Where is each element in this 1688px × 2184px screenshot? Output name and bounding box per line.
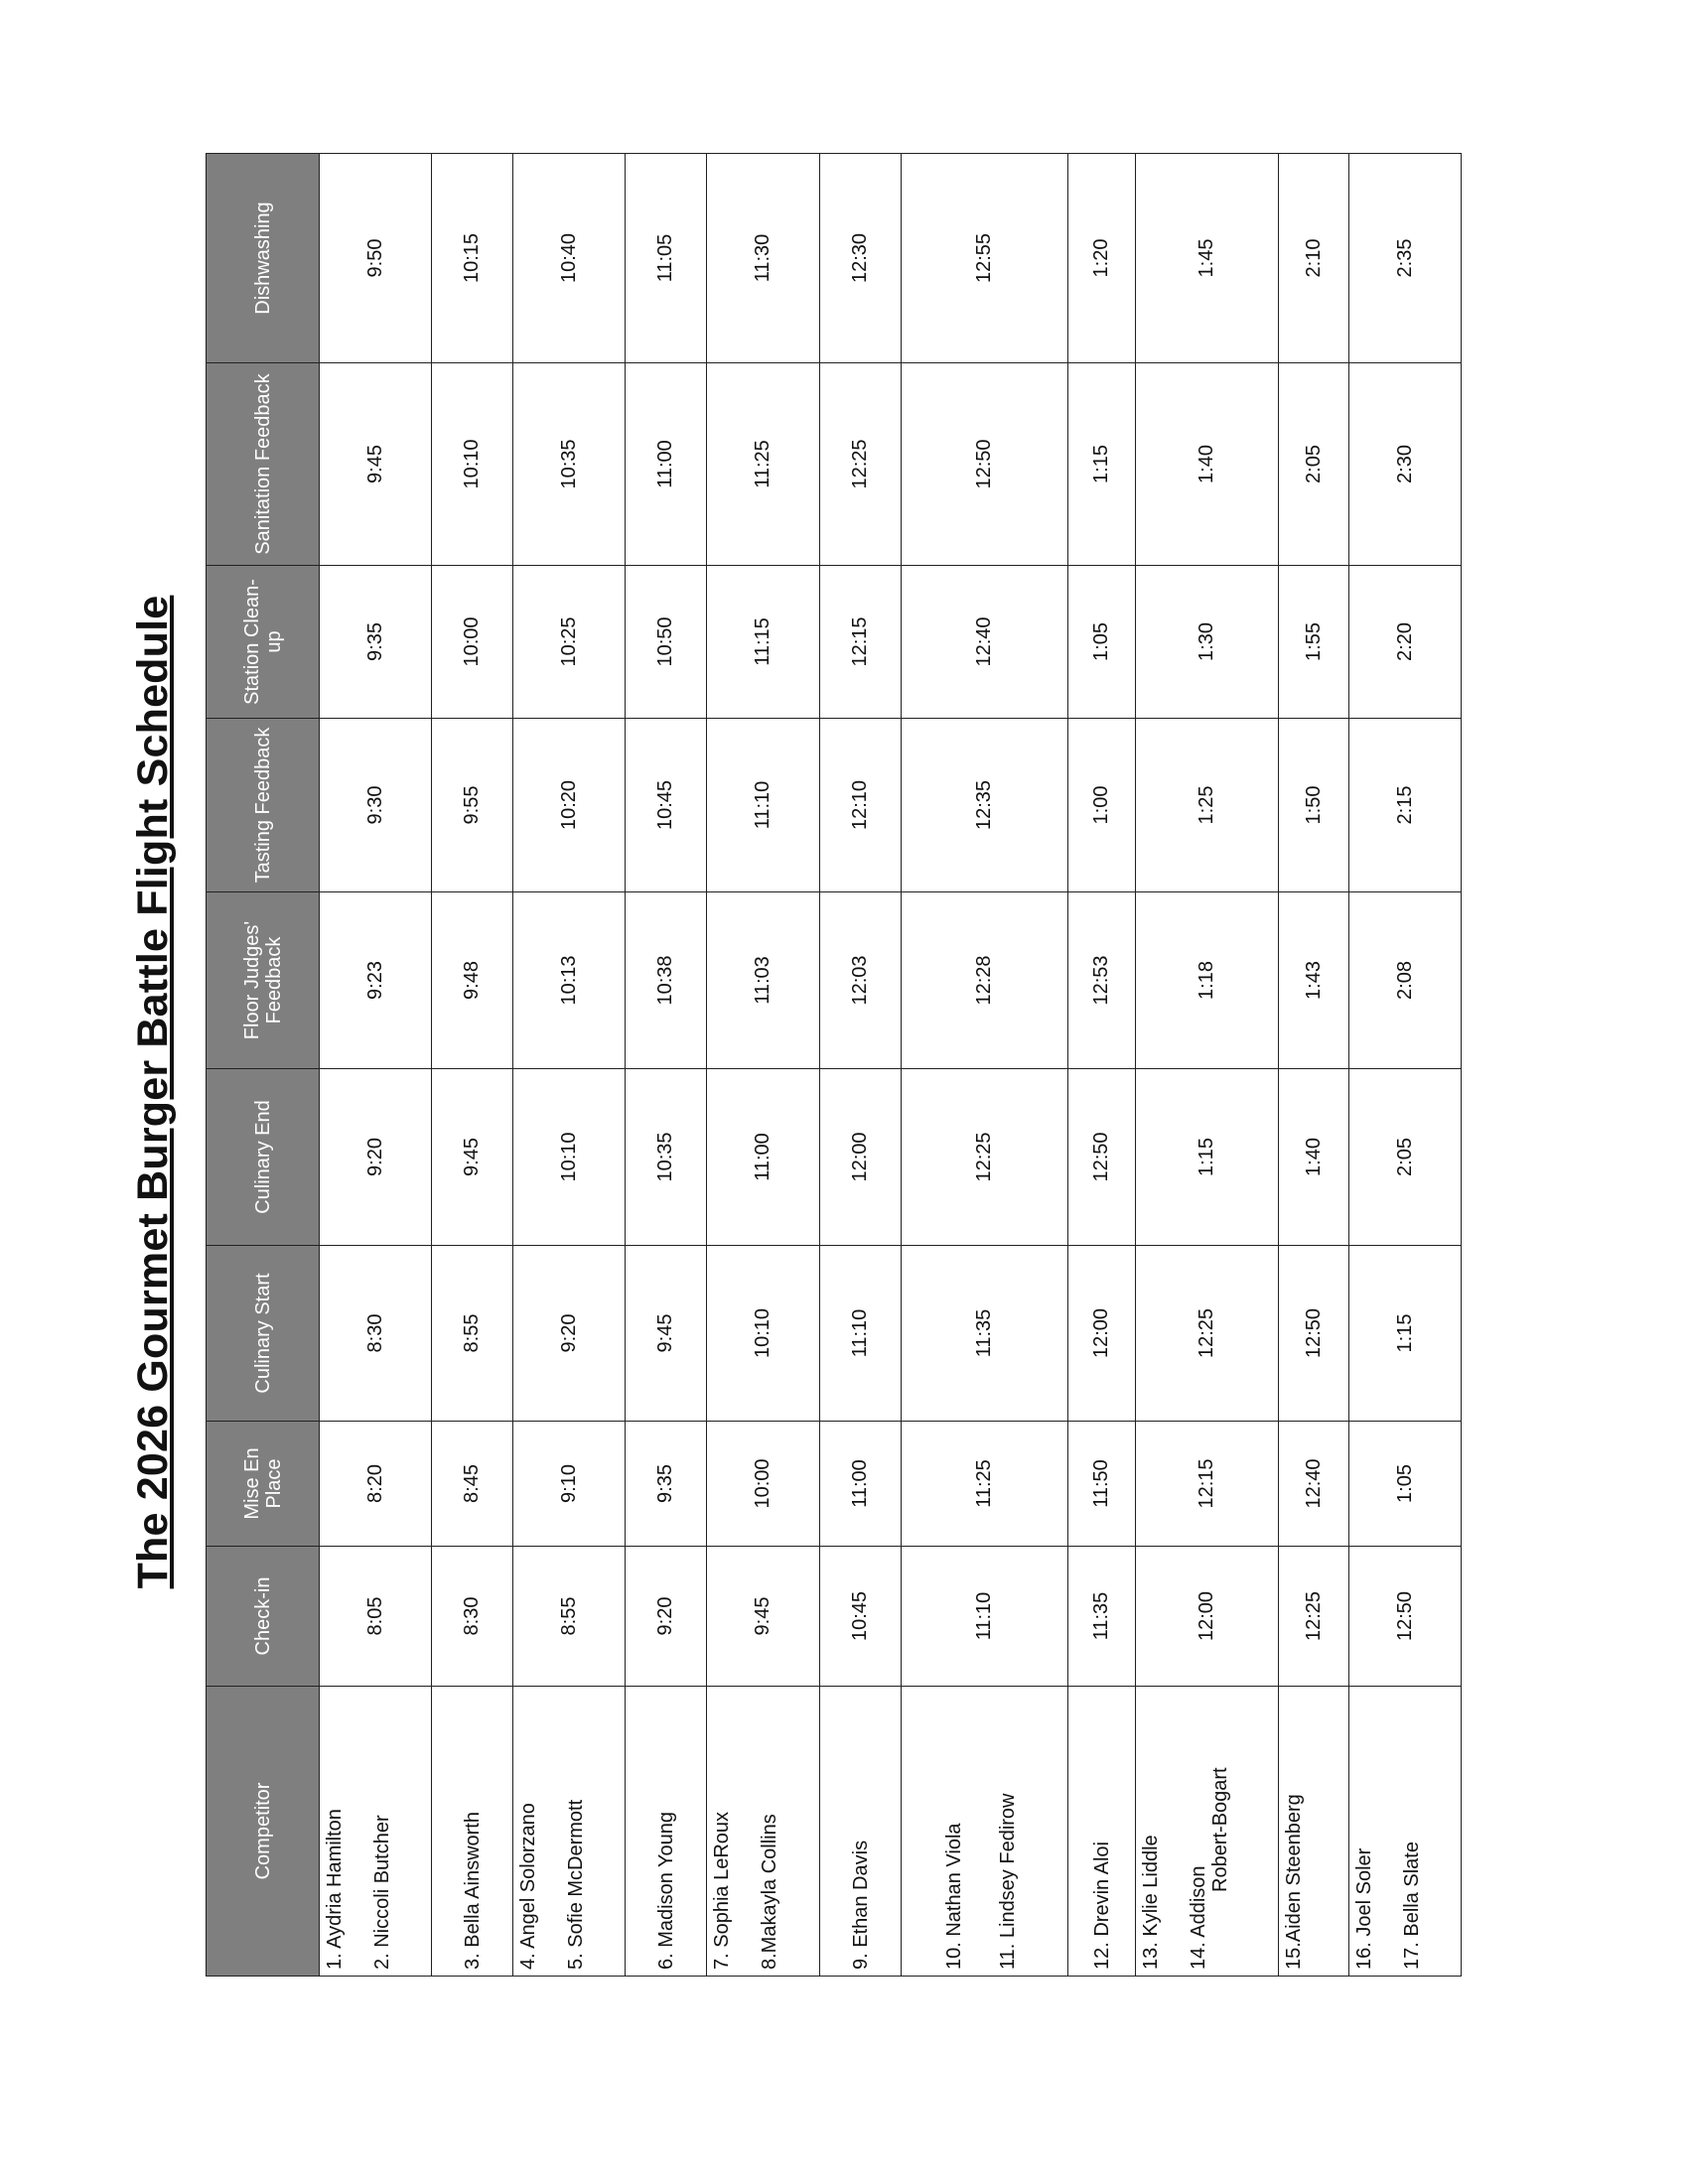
station-clean-up-time: 9:35: [320, 566, 432, 719]
sanitation-feedback-time: 11:25: [707, 363, 820, 566]
dishwashing-time: 11:05: [626, 154, 707, 363]
station-clean-up-time: 11:15: [707, 566, 820, 719]
station-clean-up-time: 12:40: [902, 566, 1068, 719]
floor-judges-feedback-time: 10:38: [626, 892, 707, 1069]
check-in-time: 12:50: [1349, 1547, 1462, 1687]
mise-en-place-time: 11:50: [1068, 1422, 1136, 1547]
sanitation-feedback-time: 2:05: [1279, 363, 1349, 566]
check-in-time: 8:30: [432, 1547, 513, 1687]
dishwashing-time: 10:15: [432, 154, 513, 363]
competitor-name: 2. Niccoli Butcher: [371, 1815, 393, 1970]
tasting-feedback-time: 9:30: [320, 719, 432, 892]
header-floor-judges-feedback: Floor Judges' Feedback: [207, 892, 320, 1069]
table-row: [1068, 154, 1136, 1977]
competitor-name: 10. Nathan Viola: [943, 1823, 965, 1970]
mise-en-place-time: 9:35: [626, 1422, 707, 1547]
sanitation-feedback-time: 9:45: [320, 363, 432, 566]
tasting-feedback-time: 1:25: [1136, 719, 1279, 892]
culinary-end-time: 10:35: [626, 1069, 707, 1246]
culinary-start-time: 1:15: [1349, 1246, 1462, 1422]
sanitation-feedback-time: 1:40: [1136, 363, 1279, 566]
culinary-start-time: 12:50: [1279, 1246, 1349, 1422]
dishwashing-time: 11:30: [707, 154, 820, 363]
header-competitor: Competitor: [207, 1687, 320, 1977]
tasting-feedback-time: 11:10: [707, 719, 820, 892]
mise-en-place-time: 12:15: [1136, 1422, 1279, 1547]
station-clean-up-time: 12:15: [820, 566, 902, 719]
competitor-name: 12. Drevin Aloi: [1090, 1842, 1113, 1970]
table-row: [707, 154, 820, 1977]
competitor-cell: [513, 1687, 626, 1977]
tasting-feedback-time: 10:20: [513, 719, 626, 892]
culinary-start-time: 10:10: [707, 1246, 820, 1422]
table-row: [902, 154, 1068, 1977]
culinary-end-time: 12:50: [1068, 1069, 1136, 1246]
mise-en-place-time: 11:25: [902, 1422, 1068, 1547]
mise-en-place-time: 1:05: [1349, 1422, 1462, 1547]
sanitation-feedback-time: 10:10: [432, 363, 513, 566]
competitor-name: 5. Sofie McDermott: [565, 1799, 587, 1970]
floor-judges-feedback-time: 12:53: [1068, 892, 1136, 1069]
mise-en-place-time: 12:40: [1279, 1422, 1349, 1547]
station-clean-up-time: 10:25: [513, 566, 626, 719]
sanitation-feedback-time: 12:50: [902, 363, 1068, 566]
station-clean-up-time: 1:30: [1136, 566, 1279, 719]
check-in-time: 11:35: [1068, 1547, 1136, 1687]
header-sanitation-feedback: Sanitation Feedback: [207, 363, 320, 566]
competitor-cell: [432, 1687, 513, 1977]
table-row: [1136, 154, 1279, 1977]
culinary-start-time: 11:35: [902, 1246, 1068, 1422]
competitor-cell: [626, 1687, 707, 1977]
competitor-cell: [1279, 1687, 1349, 1977]
check-in-time: 9:20: [626, 1547, 707, 1687]
competitor-name: 17. Bella Slate: [1401, 1842, 1423, 1970]
check-in-time: 11:10: [902, 1547, 1068, 1687]
competitor-name: 9. Ethan Davis: [849, 1840, 872, 1970]
table-row: [626, 154, 707, 1977]
competitor-name: 3. Bella Ainsworth: [461, 1812, 484, 1970]
header-culinary-end: Culinary End: [207, 1069, 320, 1246]
tasting-feedback-time: 1:50: [1279, 719, 1349, 892]
mise-en-place-time: 10:00: [707, 1422, 820, 1547]
check-in-time: 8:05: [320, 1547, 432, 1687]
check-in-time: 12:00: [1136, 1547, 1279, 1687]
competitor-cell: [1068, 1687, 1136, 1977]
station-clean-up-time: 10:50: [626, 566, 707, 719]
header-tasting-feedback: Tasting Feedback: [207, 719, 320, 892]
culinary-start-time: 8:30: [320, 1246, 432, 1422]
table-row: [820, 154, 902, 1977]
table-row: [1349, 154, 1462, 1977]
dishwashing-time: 1:45: [1136, 154, 1279, 363]
competitor-cell: [902, 1687, 1068, 1977]
culinary-end-time: 10:10: [513, 1069, 626, 1246]
mise-en-place-time: 9:10: [513, 1422, 626, 1547]
sanitation-feedback-time: 11:00: [626, 363, 707, 566]
table-row: [1279, 154, 1349, 1977]
tasting-feedback-time: 10:45: [626, 719, 707, 892]
culinary-start-time: 9:20: [513, 1246, 626, 1422]
competitor-name: 13. Kylie Liddle: [1140, 1835, 1162, 1970]
dishwashing-time: 12:55: [902, 154, 1068, 363]
competitor-name: Robert-Bogart: [1209, 1767, 1231, 1892]
station-clean-up-time: 2:20: [1349, 566, 1462, 719]
competitor-name: 7. Sophia LeRoux: [711, 1811, 733, 1970]
header-mise-en-place: Mise En Place: [207, 1422, 320, 1547]
check-in-time: 8:55: [513, 1547, 626, 1687]
header-dishwashing: Dishwashing: [207, 154, 320, 363]
floor-judges-feedback-time: 1:43: [1279, 892, 1349, 1069]
mise-en-place-time: 8:45: [432, 1422, 513, 1547]
floor-judges-feedback-time: 12:03: [820, 892, 902, 1069]
culinary-start-time: 9:45: [626, 1246, 707, 1422]
competitor-cell: [1136, 1687, 1279, 1977]
flight-schedule-table: [206, 153, 1462, 1977]
dishwashing-time: 2:35: [1349, 154, 1462, 363]
culinary-end-time: 1:15: [1136, 1069, 1279, 1246]
check-in-time: 9:45: [707, 1547, 820, 1687]
header-check-in: Check-in: [207, 1547, 320, 1687]
floor-judges-feedback-time: 12:28: [902, 892, 1068, 1069]
table-row: [513, 154, 626, 1977]
culinary-end-time: 12:25: [902, 1069, 1068, 1246]
culinary-end-time: 9:20: [320, 1069, 432, 1246]
tasting-feedback-time: 12:10: [820, 719, 902, 892]
station-clean-up-time: 1:55: [1279, 566, 1349, 719]
page-title: The 2026 Gourmet Burger Battle Flight Schedule: [129, 595, 177, 1589]
culinary-end-time: 1:40: [1279, 1069, 1349, 1246]
floor-judges-feedback-time: 10:13: [513, 892, 626, 1069]
tasting-feedback-time: 12:35: [902, 719, 1068, 892]
dishwashing-time: 9:50: [320, 154, 432, 363]
competitor-name: 16. Joel Soler: [1353, 1847, 1375, 1970]
sanitation-feedback-time: 10:35: [513, 363, 626, 566]
culinary-end-time: 2:05: [1349, 1069, 1462, 1246]
header-station-clean-up: Station Clean-up: [207, 566, 320, 719]
dishwashing-time: 2:10: [1279, 154, 1349, 363]
competitor-name: 14. Addison: [1188, 1865, 1209, 1970]
dishwashing-time: 12:30: [820, 154, 902, 363]
competitor-name: 6. Madison Young: [654, 1811, 677, 1970]
competitor-name: 15.Aiden Steenberg: [1283, 1794, 1305, 1970]
competitor-cell: [320, 1687, 432, 1977]
tasting-feedback-time: 1:00: [1068, 719, 1136, 892]
competitor-name: 11. Lindsey Fedirow: [997, 1793, 1019, 1970]
competitor-name: 8.Makayla Collins: [759, 1814, 780, 1970]
dishwashing-time: 1:20: [1068, 154, 1136, 363]
floor-judges-feedback-time: 11:03: [707, 892, 820, 1069]
station-clean-up-time: 1:05: [1068, 566, 1136, 719]
floor-judges-feedback-time: 9:23: [320, 892, 432, 1069]
mise-en-place-time: 8:20: [320, 1422, 432, 1547]
tasting-feedback-time: 9:55: [432, 719, 513, 892]
header-row: [207, 154, 320, 1977]
header-culinary-start: Culinary Start: [207, 1246, 320, 1422]
culinary-end-time: 9:45: [432, 1069, 513, 1246]
floor-judges-feedback-time: 9:48: [432, 892, 513, 1069]
station-clean-up-time: 10:00: [432, 566, 513, 719]
competitor-name: 1. Aydria Hamilton: [324, 1809, 346, 1970]
tasting-feedback-time: 2:15: [1349, 719, 1462, 892]
table-row: [432, 154, 513, 1977]
sanitation-feedback-time: 2:30: [1349, 363, 1462, 566]
culinary-end-time: 11:00: [707, 1069, 820, 1246]
mise-en-place-time: 11:00: [820, 1422, 902, 1547]
culinary-start-time: 11:10: [820, 1246, 902, 1422]
culinary-start-time: 12:00: [1068, 1246, 1136, 1422]
culinary-start-time: 8:55: [432, 1246, 513, 1422]
sanitation-feedback-time: 12:25: [820, 363, 902, 566]
competitor-cell: [707, 1687, 820, 1977]
sanitation-feedback-time: 1:15: [1068, 363, 1136, 566]
table-row: [320, 154, 432, 1977]
culinary-end-time: 12:00: [820, 1069, 902, 1246]
culinary-start-time: 12:25: [1136, 1246, 1279, 1422]
competitor-name: 4. Angel Solorzano: [517, 1803, 539, 1970]
check-in-time: 12:25: [1279, 1547, 1349, 1687]
check-in-time: 10:45: [820, 1547, 902, 1687]
competitor-cell: [1349, 1687, 1462, 1977]
dishwashing-time: 10:40: [513, 154, 626, 363]
competitor-cell: [820, 1687, 902, 1977]
floor-judges-feedback-time: 2:08: [1349, 892, 1462, 1069]
floor-judges-feedback-time: 1:18: [1136, 892, 1279, 1069]
